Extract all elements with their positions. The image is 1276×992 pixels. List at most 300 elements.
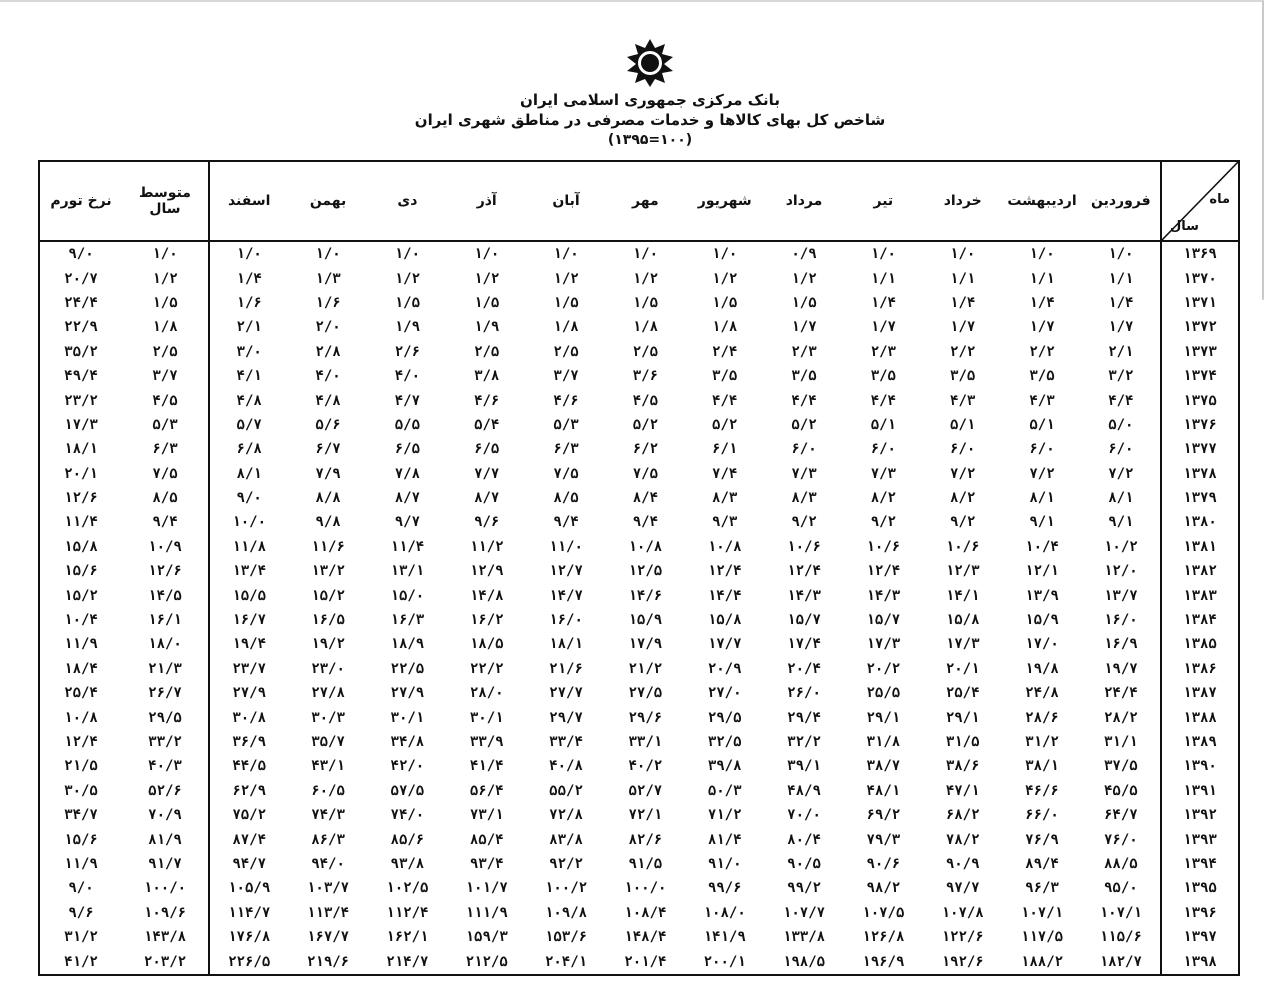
index-cell: ۹/۴ (553, 514, 579, 531)
year-cell: ۱۳۸۳ (1161, 583, 1239, 607)
table-row (39, 559, 1239, 583)
annual-average-cell: ۱/۲ (122, 266, 209, 290)
annual-average-cell: ۵۲/۶ (122, 779, 209, 803)
index-cell: ۱۷/۴ (787, 636, 821, 653)
index-cell: ۱۰/۴ (1025, 538, 1059, 555)
inflation-rate-cell: ۳۱/۲ (64, 929, 98, 946)
index-cell: ۱۱/۲ (469, 538, 504, 555)
index-cell: ۵۶/۴ (469, 782, 504, 799)
index-cell: ۲۰۴/۱ (544, 953, 588, 970)
inflation-rate-cell: ۲۰/۷ (64, 270, 98, 287)
index-cell: ۲/۱ (236, 319, 262, 336)
index-cell: ۱/۲ (474, 270, 500, 287)
index-cell: ۸/۲ (950, 490, 976, 507)
index-cell: ۹/۲ (791, 514, 817, 531)
index-cell: ۲۲/۲ (469, 660, 504, 677)
index-cell: ۲۳/۷ (232, 660, 267, 677)
index-cell: ۵/۴ (474, 416, 500, 433)
year-cell: ۱۳۹۵ (1161, 876, 1239, 900)
index-cell: ۳۹/۱ (787, 758, 821, 775)
year-cell: ۱۳۸۰ (1161, 510, 1239, 534)
index-cell: ۵/۱ (1029, 416, 1055, 433)
index-cell: ۱۳/۷ (1103, 587, 1138, 604)
index-cell: ۱۰۱/۷ (465, 880, 508, 897)
index-cell: ۹/۲ (950, 514, 976, 531)
index-cell: ۷۴/۰ (390, 807, 425, 824)
index-cell: ۴۳/۱ (311, 758, 345, 775)
index-cell: ۱۵/۷ (866, 612, 901, 629)
index-cell: ۶۹/۲ (866, 807, 901, 824)
index-cell: ۱۱/۴ (390, 538, 425, 555)
inflation-rate-cell: ۱۱/۴ (64, 514, 98, 531)
index-cell: ۱۶/۵ (311, 612, 345, 629)
index-cell: ۱۸/۵ (469, 636, 504, 653)
index-cell: ۳/۲ (1108, 368, 1134, 385)
year-cell: ۱۳۶۹ (1161, 241, 1239, 266)
index-cell: ۸۱/۴ (707, 831, 742, 848)
bank-name: بانک مرکزی جمهوری اسلامی ایران (520, 91, 780, 109)
inflation-rate-cell: ۹/۶ (68, 904, 94, 921)
index-cell: ۱/۴ (236, 270, 262, 287)
index-cell: ۶/۷ (315, 441, 341, 458)
index-cell: ۹۹/۲ (787, 880, 821, 897)
index-cell: ۳۴/۸ (390, 734, 425, 750)
index-cell: ۱۳/۲ (311, 563, 345, 580)
index-cell: ۷/۲ (1029, 465, 1055, 482)
index-cell: ۱۷/۷ (707, 636, 742, 653)
index-cell: ۱/۸ (553, 319, 579, 336)
index-cell: ۳۸/۶ (945, 758, 980, 775)
index-cell: ۱۲/۰ (1103, 563, 1138, 580)
index-cell: ۹/۳ (712, 514, 738, 531)
index-cell: ۵۷/۵ (390, 782, 425, 799)
year-cell: ۱۳۷۶ (1161, 413, 1239, 437)
index-cell: ۷/۴ (712, 465, 738, 482)
index-cell: ۱/۵ (474, 294, 500, 311)
index-cell: ۳۱/۵ (945, 734, 980, 750)
document-header (330, 38, 970, 150)
index-cell: ۲۵/۴ (945, 685, 980, 702)
annual-average-cell: ۱۶/۱ (122, 608, 209, 632)
index-cell: ۱/۴ (1108, 294, 1134, 311)
annual-average-cell: ۲۰۳/۲ (122, 949, 209, 974)
index-cell: ۴۷/۱ (945, 782, 980, 799)
index-cell: ۱۰/۰ (232, 514, 267, 531)
column-header: خرداد (923, 161, 1002, 241)
index-cell: ۱۷/۳ (866, 636, 901, 653)
index-cell: ۱/۰ (712, 246, 738, 263)
index-cell: ۱۰۸/۰ (703, 904, 746, 921)
index-cell: ۲/۰ (315, 319, 341, 336)
index-cell: ۲/۵ (474, 343, 500, 360)
index-cell: ۲/۵ (632, 343, 659, 360)
inflation-rate-cell: ۱۵/۶ (64, 563, 98, 580)
index-cell: ۹/۸ (315, 514, 341, 531)
index-cell: ۱۱۳/۴ (306, 904, 350, 921)
index-cell: ۷/۵ (553, 465, 579, 482)
annual-average-cell: ۱/۰ (122, 241, 209, 266)
index-cell: ۷۲/۸ (549, 807, 583, 824)
index-cell: ۲۱۴/۷ (386, 953, 429, 970)
index-cell: ۱۹۸/۵ (782, 953, 826, 970)
index-cell: ۱/۷ (1108, 319, 1134, 336)
index-cell: ۲۰/۱ (945, 660, 980, 677)
index-cell: ۱۶/۳ (390, 612, 425, 629)
index-cell: ۳۰/۸ (232, 709, 267, 726)
index-cell: ۱۲/۵ (628, 563, 663, 580)
table-row (39, 876, 1239, 900)
index-cell: ۱۰/۶ (945, 538, 980, 555)
index-cell: ۶/۱ (712, 441, 738, 458)
inflation-rate-cell: ۲۰/۱ (64, 465, 98, 482)
index-cell: ۴۸/۹ (787, 782, 821, 799)
index-cell: ۱۹/۲ (311, 636, 345, 653)
annual-average-cell: ۱۴۳/۸ (122, 925, 209, 949)
inflation-rate-cell: ۳۵/۲ (64, 343, 98, 360)
index-cell: ۱۱۲/۴ (386, 904, 429, 921)
index-cell: ۱۱/۰ (549, 538, 583, 555)
index-cell: ۱۵/۲ (311, 587, 345, 604)
index-cell: ۱۰۵/۹ (228, 880, 271, 897)
table-row (39, 462, 1239, 486)
index-cell: ۲/۴ (712, 343, 738, 360)
index-cell: ۱۶/۹ (1103, 636, 1138, 653)
index-cell: ۱۶/۰ (549, 612, 583, 629)
inflation-rate-cell: ۳۰/۵ (64, 782, 98, 799)
index-cell: ۱۰۷/۷ (782, 904, 826, 921)
index-cell: ۱/۴ (1029, 294, 1055, 311)
index-cell: ۲۸/۶ (1025, 709, 1059, 726)
index-cell: ۹/۱ (1108, 514, 1134, 531)
index-cell: ۲۹/۱ (945, 709, 980, 726)
index-cell: ۱۷/۰ (1025, 636, 1059, 653)
index-cell: ۱/۴ (870, 294, 896, 311)
index-cell: ۳۱/۲ (1025, 734, 1059, 750)
index-cell: ۶۲/۹ (232, 782, 267, 799)
index-cell: ۷/۵ (632, 465, 659, 482)
index-cell: ۸۵/۶ (390, 831, 425, 848)
table-row (39, 266, 1239, 290)
annual-average-cell: ۱۰/۹ (122, 535, 209, 559)
column-header: اردیبهشت (1002, 161, 1081, 241)
index-cell: ۶/۰ (791, 441, 817, 458)
annual-average-cell: ۱/۸ (122, 315, 209, 339)
index-cell: ۶/۸ (236, 441, 262, 458)
inflation-rate-cell: ۲۴/۴ (64, 294, 98, 311)
index-cell: ۲۷/۹ (390, 685, 425, 702)
index-cell: ۱۷/۹ (628, 636, 663, 653)
column-header: فروردین (1082, 161, 1161, 241)
index-cell: ۸۰/۴ (787, 831, 821, 848)
index-cell: ۳/۷ (553, 368, 579, 385)
inflation-rate-cell: ۱۵/۲ (64, 587, 98, 604)
index-cell: ۲۴/۸ (1025, 685, 1059, 702)
base-year: (۱۳۹۵=۱۰۰) (607, 132, 693, 148)
index-cell: ۱/۰ (870, 246, 896, 263)
index-cell: ۷/۲ (950, 465, 976, 482)
index-cell: ۱/۸ (712, 319, 738, 336)
top-divider (0, 0, 1262, 2)
index-cell: ۱۰۳/۷ (306, 880, 350, 897)
index-cell: ۱/۰ (1029, 246, 1055, 263)
index-cell: ۷۱/۲ (707, 807, 742, 824)
index-cell: ۱۲/۴ (787, 563, 821, 580)
cpi-table-container (38, 160, 1240, 976)
index-cell: ۱/۰ (632, 246, 659, 263)
index-cell: ۲۲/۵ (390, 660, 425, 677)
column-header: مهر (606, 161, 685, 241)
index-cell: ۶/۰ (870, 441, 896, 458)
index-cell: ۱۰۷/۱ (1099, 904, 1142, 921)
index-cell: ۲/۲ (1029, 343, 1055, 360)
index-cell: ۴/۷ (394, 392, 421, 409)
index-cell: ۳۳/۹ (469, 734, 504, 750)
year-cell: ۱۳۹۲ (1161, 803, 1239, 827)
index-cell: ۸/۳ (712, 490, 738, 507)
index-cell: ۲۷/۰ (707, 685, 742, 702)
index-cell: ۹۰/۶ (866, 855, 901, 872)
index-cell: ۳/۵ (950, 368, 976, 385)
index-cell: ۱۱۴/۷ (228, 904, 271, 921)
index-cell: ۷/۳ (870, 465, 896, 482)
index-cell: ۳۵/۷ (311, 734, 345, 750)
index-cell: ۴۱/۴ (469, 758, 504, 775)
inflation-rate-cell: ۴۹/۴ (64, 368, 98, 385)
index-cell: ۱/۰ (394, 246, 421, 263)
index-cell: ۱/۷ (950, 319, 976, 336)
index-cell: ۱/۲ (632, 270, 659, 287)
index-cell: ۱/۸ (632, 319, 659, 336)
inflation-rate-cell: ۱۲/۴ (64, 734, 98, 750)
index-cell: ۱/۷ (1029, 319, 1055, 336)
index-cell: ۳/۵ (791, 368, 817, 385)
index-cell: ۱۵۹/۳ (465, 929, 508, 946)
corner-year-label: سال (1170, 219, 1199, 234)
index-cell: ۵/۶ (315, 416, 341, 433)
table-row (39, 388, 1239, 412)
index-cell: ۱۴/۱ (945, 587, 980, 604)
index-cell: ۵/۲ (632, 416, 659, 433)
index-cell: ۷/۳ (791, 465, 817, 482)
column-header: آبان (526, 161, 605, 241)
index-cell: ۴۵/۵ (1103, 782, 1138, 799)
index-cell: ۲۳/۰ (311, 660, 345, 677)
index-cell: ۱۵/۹ (1025, 612, 1059, 629)
year-cell: ۱۳۹۶ (1161, 901, 1239, 925)
inflation-rate-cell: ۱۰/۴ (64, 612, 98, 629)
index-cell: ۱۴۸/۴ (624, 929, 667, 946)
index-cell: ۴/۴ (791, 392, 817, 409)
index-cell: ۱۰۰/۲ (544, 880, 588, 897)
index-cell: ۵/۱ (950, 416, 976, 433)
index-cell: ۶۶/۰ (1025, 807, 1059, 824)
index-cell: ۵۰/۳ (707, 782, 742, 799)
index-cell: ۱۳/۹ (1025, 587, 1059, 604)
annual-average-cell: ۱۰۰/۰ (122, 876, 209, 900)
index-cell: ۴/۴ (870, 392, 896, 409)
index-cell: ۷۴/۳ (311, 807, 345, 824)
index-cell: ۲۱۹/۶ (306, 953, 350, 970)
index-cell: ۷۹/۳ (866, 831, 901, 848)
table-row (39, 608, 1239, 632)
index-cell: ۱۰۷/۵ (862, 904, 905, 921)
year-cell: ۱۳۸۲ (1161, 559, 1239, 583)
annual-average-cell: ۲/۵ (122, 340, 209, 364)
column-header: اسفند (209, 161, 288, 241)
annual-average-cell: ۴۰/۳ (122, 754, 209, 778)
index-cell: ۲۰/۹ (707, 660, 742, 677)
index-cell: ۱/۰ (1108, 246, 1134, 263)
index-cell: ۱۲۲/۶ (941, 929, 984, 946)
index-cell: ۲/۱ (1108, 343, 1134, 360)
index-cell: ۹۴/۷ (232, 855, 267, 872)
column-header: تیر (844, 161, 923, 241)
annual-average-cell: ۶/۳ (122, 437, 209, 461)
index-cell: ۱/۵ (632, 294, 659, 311)
inflation-rate-cell: ۱۱/۹ (64, 855, 98, 872)
index-cell: ۹۷/۷ (945, 880, 980, 897)
index-cell: ۱۰۰/۰ (624, 880, 667, 897)
year-cell: ۱۳۷۹ (1161, 486, 1239, 510)
annual-average-cell: ۱۰۹/۶ (122, 901, 209, 925)
index-cell: ۳/۵ (870, 368, 896, 385)
annual-average-cell: ۲۹/۵ (122, 705, 209, 729)
inflation-rate-cell: ۲۱/۵ (64, 758, 98, 775)
index-cell: ۱/۳ (315, 270, 341, 287)
index-cell: ۷۶/۹ (1025, 831, 1059, 848)
table-row (39, 632, 1239, 656)
index-cell: ۴/۴ (1108, 392, 1134, 409)
index-cell: ۲۷/۵ (628, 685, 663, 702)
index-cell: ۱۶/۲ (469, 612, 504, 629)
annual-average-cell: ۹۱/۷ (122, 852, 209, 876)
index-cell: ۷/۸ (394, 465, 421, 482)
table-row (39, 291, 1239, 315)
column-header: مرداد (764, 161, 843, 241)
index-cell: ۱۱/۶ (311, 538, 345, 555)
year-cell: ۱۳۷۱ (1161, 291, 1239, 315)
index-cell: ۳۱/۸ (866, 734, 901, 750)
index-cell: ۲۹/۶ (628, 709, 663, 726)
inflation-rate-cell: ۱۰/۸ (64, 709, 98, 726)
index-cell: ۴/۶ (553, 392, 579, 409)
index-cell: ۹۴/۰ (311, 855, 345, 872)
index-title: شاخص کل بهای کالاها و خدمات مصرفی در مناطق شهری ایران (414, 111, 886, 129)
index-cell: ۱۵/۸ (707, 612, 742, 629)
index-cell: ۲۰۰/۱ (703, 953, 746, 970)
index-cell: ۱۵/۷ (787, 612, 821, 629)
index-cell: ۲/۳ (870, 343, 896, 360)
table-row (39, 925, 1239, 949)
index-cell: ۲۸/۲ (1103, 709, 1138, 726)
index-cell: ۱۵/۰ (390, 587, 425, 604)
index-cell: ۱۳/۱ (390, 563, 425, 580)
index-cell: ۵/۲ (791, 416, 817, 433)
index-cell: ۹۳/۸ (390, 855, 425, 872)
index-cell: ۹/۷ (394, 514, 421, 531)
index-cell: ۱/۱ (870, 270, 896, 287)
index-cell: ۳۶/۹ (232, 734, 267, 750)
index-cell: ۱/۰ (950, 246, 976, 263)
table-row (39, 901, 1239, 925)
index-cell: ۱۳۳/۸ (782, 929, 826, 946)
index-cell: ۱/۰ (474, 246, 500, 263)
annual-average-cell: ۲۱/۳ (122, 657, 209, 681)
index-cell: ۷۸/۲ (945, 831, 980, 848)
year-cell: ۱۳۸۷ (1161, 681, 1239, 705)
index-cell: ۱۴/۳ (787, 587, 821, 604)
index-cell: ۲/۸ (315, 343, 341, 360)
year-cell: ۱۳۷۵ (1161, 388, 1239, 412)
index-cell: ۹/۰ (236, 490, 262, 507)
index-cell: ۲۷/۹ (232, 685, 267, 702)
inflation-rate-cell: ۲۵/۴ (64, 685, 98, 702)
index-cell: ۲۹/۵ (707, 709, 742, 726)
index-cell: ۶۴/۷ (1103, 807, 1138, 824)
index-cell: ۸/۵ (553, 490, 579, 507)
table-row (39, 730, 1239, 754)
index-cell: ۱۴۱/۹ (703, 929, 746, 946)
index-cell: ۱۹۲/۶ (941, 953, 984, 970)
index-cell: ۱۵/۹ (628, 612, 663, 629)
table-row (39, 340, 1239, 364)
index-cell: ۹/۶ (474, 514, 500, 531)
index-cell: ۲۹/۱ (866, 709, 901, 726)
index-cell: ۹۰/۵ (787, 855, 821, 872)
index-cell: ۱۲/۹ (469, 563, 504, 580)
index-cell: ۱۰۷/۱ (1020, 904, 1064, 921)
index-cell: ۱/۰ (553, 246, 579, 263)
index-cell: ۱۱/۸ (232, 538, 267, 555)
index-cell: ۳۰/۱ (390, 709, 425, 726)
index-cell: ۳۹/۸ (707, 758, 742, 775)
index-cell: ۸/۴ (632, 490, 659, 507)
index-cell: ۳/۵ (712, 368, 738, 385)
annual-average-cell: ۸/۵ (122, 486, 209, 510)
table-row (39, 510, 1239, 534)
year-cell: ۱۳۹۴ (1161, 852, 1239, 876)
index-cell: ۳۰/۳ (311, 709, 345, 726)
year-cell: ۱۳۸۱ (1161, 535, 1239, 559)
annual-average-cell: ۸۱/۹ (122, 827, 209, 851)
index-cell: ۸/۱ (1029, 490, 1055, 507)
index-cell: ۲۰۱/۴ (624, 953, 667, 970)
index-cell: ۲۸/۰ (469, 685, 504, 702)
index-cell: ۸۶/۳ (311, 831, 345, 848)
index-cell: ۳۱/۱ (1103, 734, 1138, 750)
index-cell: ۶/۰ (950, 441, 976, 458)
index-cell: ۴/۶ (474, 392, 500, 409)
year-cell: ۱۳۷۴ (1161, 364, 1239, 388)
index-cell: ۱۵۳/۶ (544, 929, 588, 946)
index-cell: ۷۳/۱ (469, 807, 504, 824)
index-cell: ۱۶/۰ (1103, 612, 1138, 629)
index-cell: ۱/۲ (394, 270, 421, 287)
index-cell: ۹۲/۲ (549, 855, 583, 872)
annual-average-cell: ۳۳/۲ (122, 730, 209, 754)
inflation-rate-cell: ۹/۰ (68, 246, 94, 263)
annual-average-cell: ۷/۵ (122, 462, 209, 486)
year-cell: ۱۳۹۱ (1161, 779, 1239, 803)
index-cell: ۱/۵ (553, 294, 579, 311)
index-cell: ۱/۱ (1108, 270, 1134, 287)
inflation-rate-cell: ۱۱/۹ (64, 636, 98, 653)
index-cell: ۵/۳ (553, 416, 579, 433)
index-cell: ۴/۴ (712, 392, 738, 409)
index-cell: ۹/۴ (632, 514, 659, 531)
year-cell: ۱۳۷۲ (1161, 315, 1239, 339)
index-cell: ۴/۳ (950, 392, 976, 409)
